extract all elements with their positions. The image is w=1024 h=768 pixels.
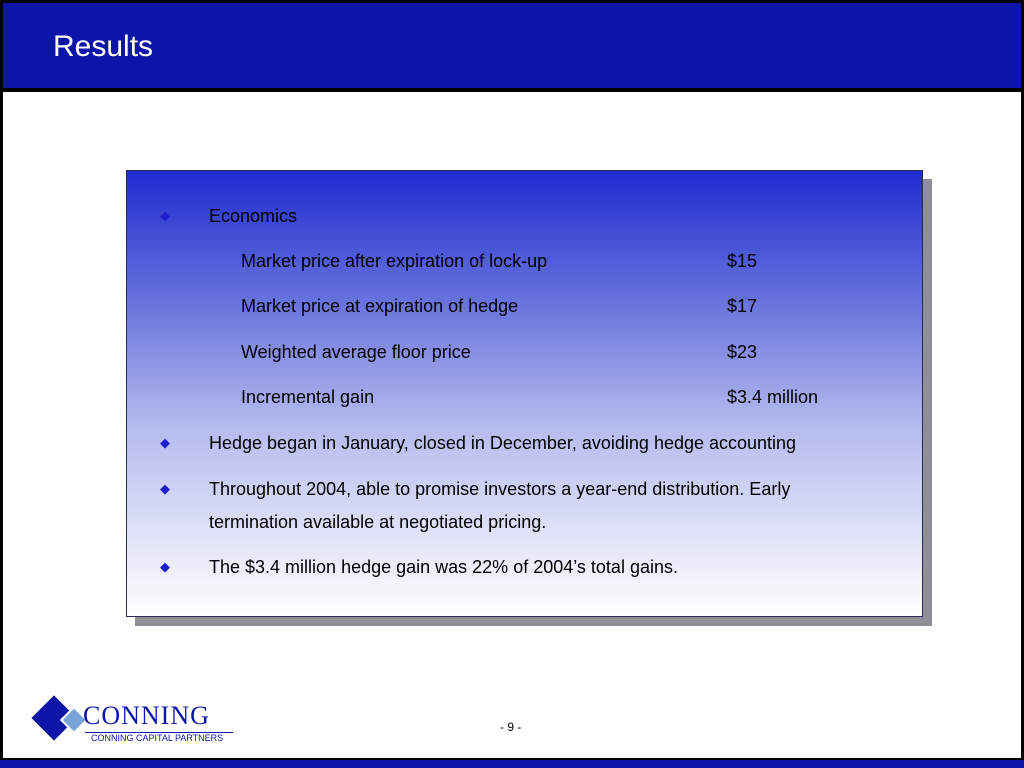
bullet-diamond-icon: ◆ [160,481,170,496]
economics-row-label: Market price at expiration of hedge [241,296,519,316]
economics-row-label: Incremental gain [241,387,375,407]
economics-row-value: $23 [727,342,758,362]
footer-bar [0,758,1024,768]
economics-row-label: Weighted average floor price [241,342,471,362]
economics-row-label: Market price after expiration of lock-up [241,251,548,271]
logo-wordmark: CONNING [83,701,210,730]
economics-row-value: $17 [727,296,758,316]
bullet-text-continued: termination available at negotiated pricing. [209,512,547,532]
economics-row-value: $3.4 million [727,387,819,407]
bullet-text: The $3.4 million hedge gain was 22% of 2004’s total gains. [209,557,678,577]
bullet-diamond-icon: ◆ [160,559,170,574]
frame-left [0,92,3,758]
bullet-text: Throughout 2004, able to promise investors a year-end distribution. Early [209,479,791,499]
logo-subtitle: CONNING CAPITAL PARTNERS [91,733,224,743]
economics-row-value: $15 [727,251,758,271]
conning-logo [28,694,238,744]
slide-title: Results [53,30,154,63]
title-bar [0,0,1024,92]
bullet-text: Hedge began in January, closed in December, avoiding hedge accounting [209,433,797,453]
bullet-diamond-icon: ◆ [160,208,170,223]
page-number: - 9 - [500,720,522,734]
economics-heading: Economics [209,206,298,226]
bullet-diamond-icon: ◆ [160,435,170,450]
